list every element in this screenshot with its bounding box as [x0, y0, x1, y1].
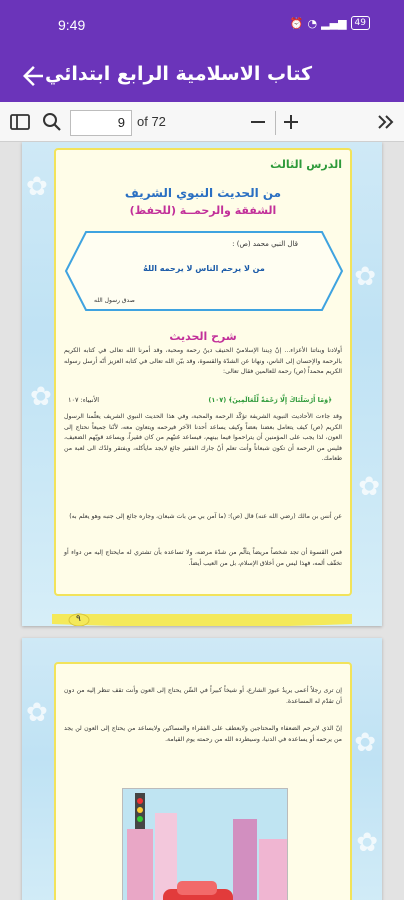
signal-icon: ▂▄▆ — [321, 16, 347, 30]
pdf-page — [22, 638, 382, 900]
lesson-card — [54, 148, 352, 596]
status-time: 9:49 — [58, 17, 86, 33]
search-icon[interactable] — [40, 110, 64, 134]
book-title: كتاب الاسلامية الرابع ابتدائي — [44, 63, 312, 85]
flower-decoration: ✿ — [26, 698, 48, 728]
page-total: of 72 — [137, 114, 166, 129]
zoom-out-icon[interactable] — [246, 110, 270, 134]
hadith-source: صدق رسول الله — [94, 297, 135, 304]
pdf-viewer[interactable] — [0, 142, 404, 900]
paragraph: إنّ الذي لايرحم الضعفاء والمحتاجين ولايعطف على الفقراء والمساكين ولايساعد من يحتاج إلى العون لن يجد من يرحمه أو يساعده في الدنيا، وسيطرده الله من رحمته يوم القيامة. — [64, 725, 342, 743]
paragraph: أولادنا وبناتنا الأعزاء... إنّ دِيننا الإسلاميّ الحنيف دينُ رحمة ومحبة، وقد أمرنا الله تعالى في كتابه الكريم بالرحمة والإحسان إلى الناس، ونهانا عن الشدّة والقسوة، وقد بيّن الله تعالى في كتابه العزيز أنّه أرسل رسوله الكريم محمداً (ص) رحمة للعالمين فقال تعالى: — [64, 347, 342, 376]
flower-decoration: ✿ — [358, 472, 380, 502]
paragraph: عن أنس بن مالك (رضي الله عنه) قال (ص): (ما آمن بي من بات شبعان، وجاره جائع إلى جنبه وهو يعلم به) — [69, 513, 342, 520]
toolbar-divider — [275, 111, 276, 135]
pdf-toolbar — [0, 102, 404, 142]
verse-reference: الأنبياء: ١٠٧ — [68, 396, 100, 404]
paragraph: فمن القسوة أن تجد شخصاً مريضاً يتألّم من شدّة مرضه، ولا تساعده بأن تشتري له مايحتاج إليه من دواء أو تخفّف ألمه، فهذا ليس من أخلاق الإسلام، بل من العيب أيضاً. — [64, 549, 342, 567]
lesson-subheading: الشفقة والرحمــة (للحفظ) — [129, 204, 277, 217]
hadith-text: من لا يرحم الناس لا يرحمه اللهُ — [143, 264, 265, 273]
more-tools-icon[interactable] — [374, 110, 398, 134]
flower-decoration: ✿ — [354, 262, 376, 292]
lesson-label: الدرس الثالث — [270, 158, 342, 171]
quran-verse — [64, 394, 342, 408]
status-bar — [0, 0, 404, 52]
alarm-icon: ⏰ — [289, 16, 304, 30]
lesson-card — [54, 662, 352, 900]
verse-text: ﴿وَمَا أَرْسَلْنَاكَ إِلَّا رَحْمَةً لِّلْعَالَمِينَ﴾ (١٠٧) — [208, 396, 332, 404]
pdf-page — [22, 142, 382, 626]
lesson-illustration — [122, 788, 288, 900]
flower-decoration: ✿ — [30, 382, 52, 412]
page-number-input[interactable]: 9 — [70, 110, 132, 136]
wifi-icon: ◔ — [307, 16, 318, 30]
flower-decoration: ✿ — [356, 828, 378, 858]
explanation-title: شرح الحديث — [169, 330, 237, 343]
page-number: ٩ — [76, 613, 81, 623]
hadith-frame — [64, 230, 344, 312]
paragraph: وقد جاءت الأحاديث النبوية الشريفة تؤكّد الرحمة والمحبة، وفي هذا الحديث النبوي الشريف يعلّمنا الرسول الكريم (ص) كيف يتعامل بعضنا بعضاً وكيف يساعد أحدنا الآخر فيرحمه ويتعاون معه، لأنّنا جميعاً نحتاج إلى العون، لذا يجب على المؤمنين أن يتراحموا فيما بينهم، فيساعد غنيّهم من كان فقيراً، ويساعد قويّهم الضعيف، فليس من الرحمة أن تكون شبعاناً وأنت تعلم أنّ جارك الفقير جائع لايجد مايأكله، ويفتقر ولدُك الى لعبة من طعامك. — [64, 413, 342, 463]
footer-ribbon — [52, 612, 352, 626]
sidebar-toggle-icon[interactable] — [8, 110, 32, 134]
lesson-heading: من الحديث النبوي الشريف — [124, 186, 282, 200]
status-icons — [290, 16, 370, 30]
hadith-intro: قال النبي محمد (ص) : — [232, 240, 298, 248]
app-bar — [0, 52, 404, 102]
back-arrow-icon[interactable] — [18, 61, 48, 91]
flower-decoration: ✿ — [26, 172, 48, 202]
battery-icon: 49 — [351, 16, 370, 30]
zoom-in-icon[interactable] — [279, 110, 303, 134]
paragraph: إن ترى رجلاً أعمى يريدُ عبورَ الشارع، أو شيخاً كبيراً في السِّن يحتاج إلى العون وأنت تقف تنظر إليه من دون أن تقدّم له المساعدة. — [64, 687, 342, 705]
page-footer — [52, 612, 352, 626]
flower-decoration: ✿ — [354, 728, 376, 758]
street-scene-illustration — [123, 789, 288, 900]
